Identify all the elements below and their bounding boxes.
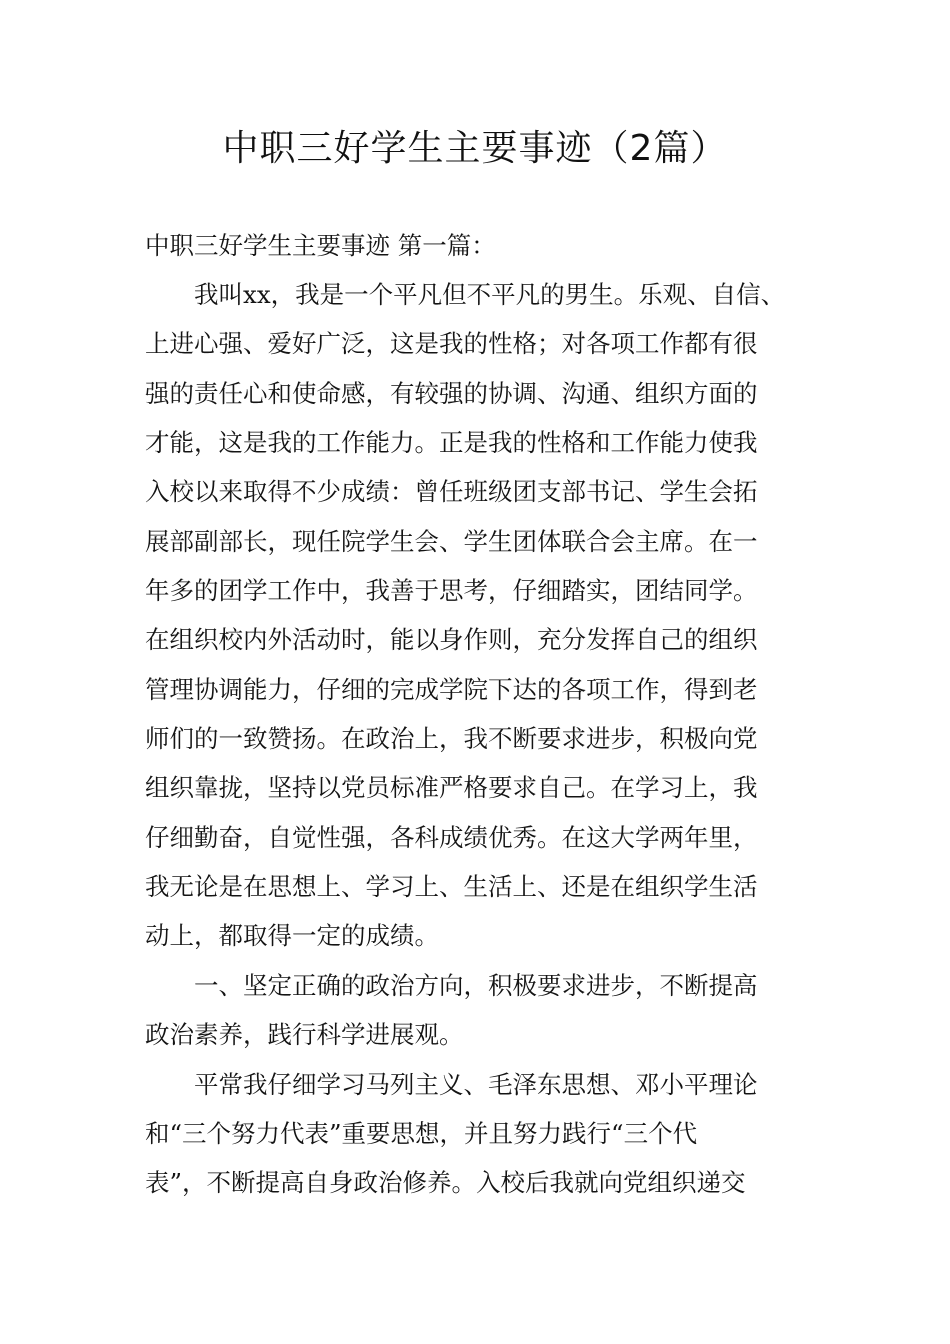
text-line: 政治素养，践行科学进展观。	[145, 1020, 464, 1049]
text-line: 强的责任心和使命感，有较强的协调、沟通、组织方面的	[145, 379, 758, 408]
text-line: 上进心强、爱好广泛，这是我的性格；对各项工作都有很	[145, 329, 758, 358]
text-line: 展部副部长，现任院学生会、学生团体联合会主席。在一	[145, 527, 758, 556]
text-line: 入校以来取得不少成绩：曾任班级团支部书记、学生会拓	[145, 477, 758, 506]
text-line: 一、坚定正确的政治方向，积极要求进步，不断提高	[145, 971, 758, 1000]
text-line: 表”，不断提高自身政治修养。入校后我就向党组织递交	[145, 1168, 746, 1197]
text-line: 在组织校内外活动时，能以身作则，充分发挥自己的组织	[145, 625, 758, 654]
text-line: 平常我仔细学习马列主义、毛泽东思想、邓小平理论	[145, 1070, 758, 1099]
text-line: 师们的一致赞扬。在政治上，我不断要求进步，积极向党	[145, 724, 758, 753]
text-line: 和“三个努力代表”重要思想，并且努力践行“三个代	[145, 1119, 698, 1148]
text-line: 管理协调能力，仔细的完成学院下达的各项工作，得到老	[145, 675, 758, 704]
text-line: 仔细勤奋，自觉性强，各科成绩优秀。在这大学两年里，	[145, 823, 758, 852]
text-line: 组织靠拢，坚持以党员标准严格要求自己。在学习上，我	[145, 773, 758, 802]
text-line: 才能，这是我的工作能力。正是我的性格和工作能力使我	[145, 428, 758, 457]
document-title: 中职三好学生主要事迹（2篇）	[222, 128, 728, 169]
text-line: 我叫xx，我是一个平凡但不平凡的男生。乐观、自信、	[145, 280, 786, 309]
section-heading: 中职三好学生主要事迹 第一篇：	[145, 231, 496, 260]
text-line: 我无论是在思想上、学习上、生活上、还是在组织学生活	[145, 872, 758, 901]
text-line: 动上，都取得一定的成绩。	[145, 921, 439, 950]
text-line: 年多的团学工作中，我善于思考，仔细踏实，团结同学。	[145, 576, 758, 605]
